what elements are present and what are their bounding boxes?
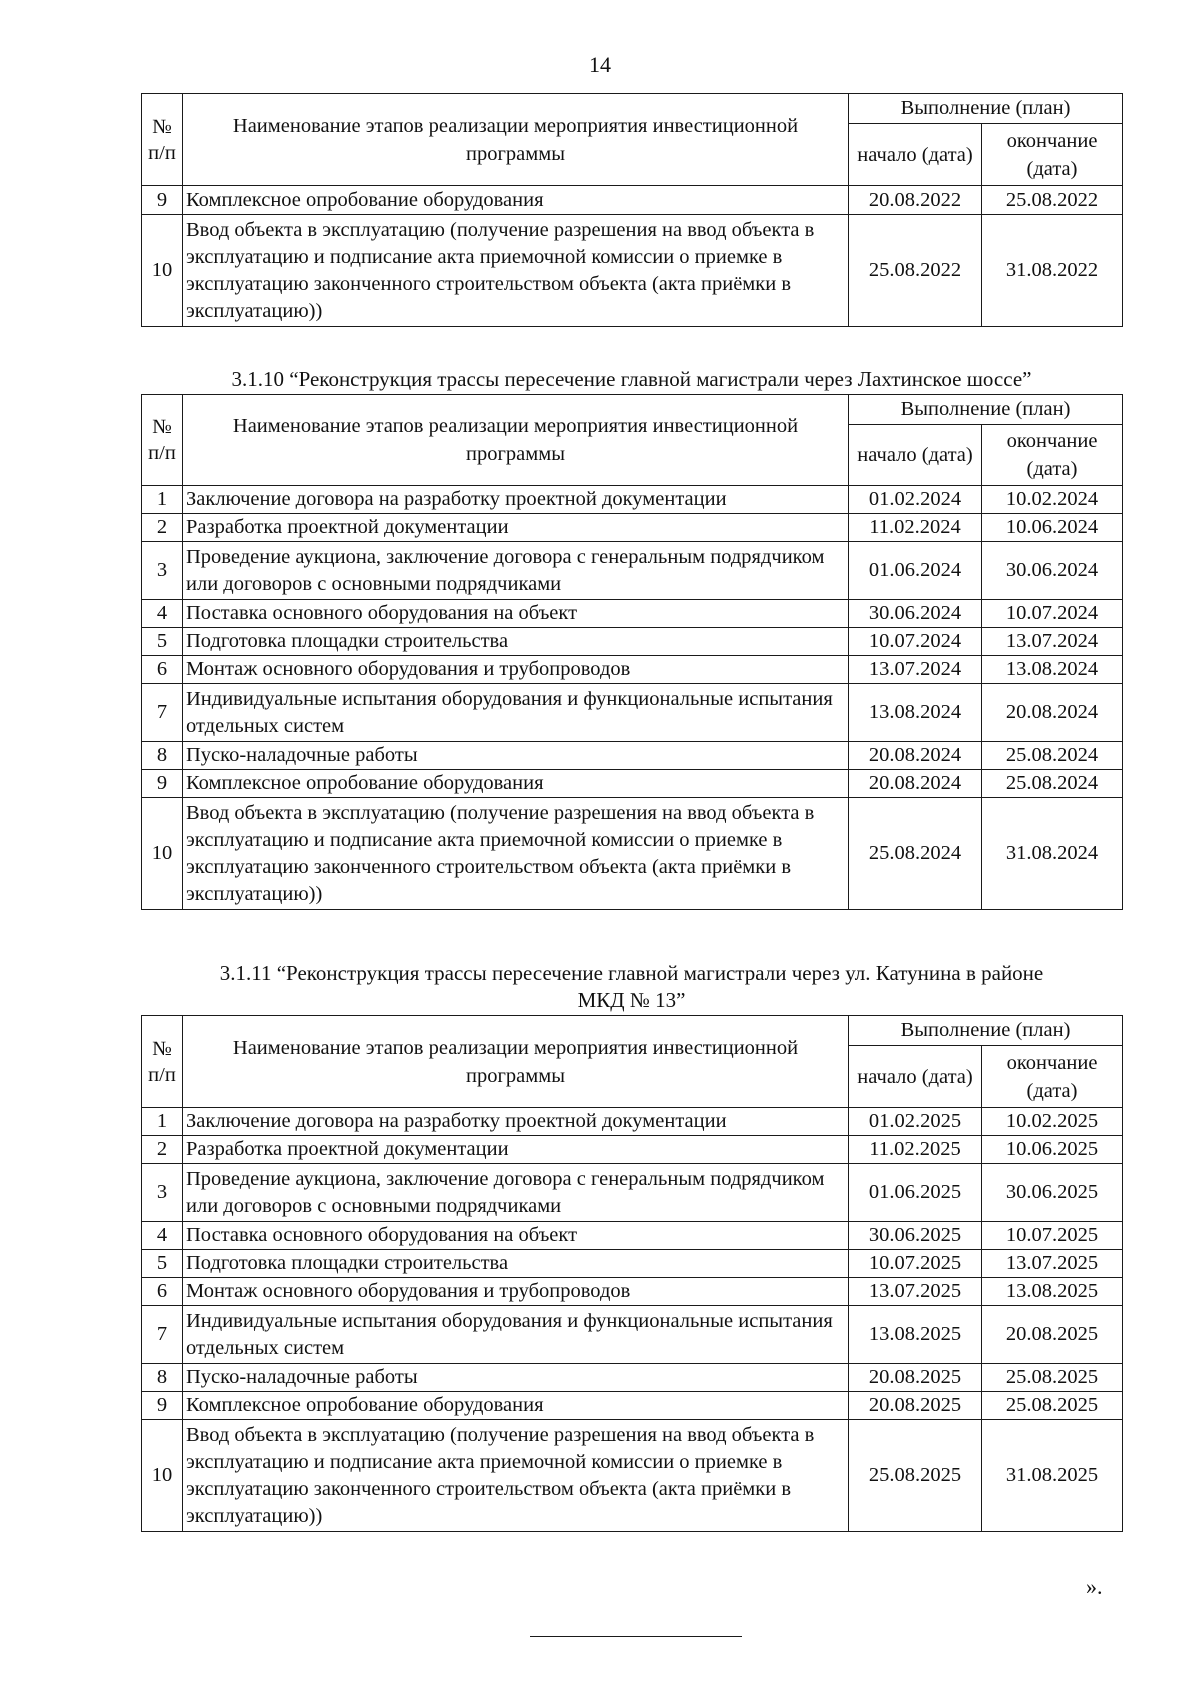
stage-name: Монтаж основного оборудования и трубопроводов bbox=[183, 1278, 849, 1306]
footer-separator-line bbox=[530, 1636, 742, 1637]
table-row bbox=[142, 1136, 1123, 1164]
table-row bbox=[142, 1250, 1123, 1278]
table-row bbox=[142, 628, 1123, 656]
header-end-date: окончание (дата) bbox=[982, 425, 1123, 486]
table-row bbox=[142, 656, 1123, 684]
table-row bbox=[142, 742, 1123, 770]
row-number: 8 bbox=[142, 742, 183, 770]
start-date: 13.07.2025 bbox=[849, 1278, 982, 1306]
end-date: 30.06.2025 bbox=[982, 1164, 1123, 1222]
header-execution-plan: Выполнение (план) bbox=[849, 94, 1123, 124]
start-date: 11.02.2025 bbox=[849, 1136, 982, 1164]
start-date: 10.07.2025 bbox=[849, 1250, 982, 1278]
start-date: 20.08.2024 bbox=[849, 770, 982, 798]
start-date: 01.02.2024 bbox=[849, 486, 982, 514]
table-row bbox=[142, 684, 1123, 742]
row-number: 2 bbox=[142, 514, 183, 542]
end-date: 20.08.2025 bbox=[982, 1306, 1123, 1364]
stage-name: Комплексное опробование оборудования bbox=[183, 186, 849, 215]
table-row bbox=[142, 770, 1123, 798]
stage-name: Комплексное опробование оборудования bbox=[183, 1392, 849, 1420]
start-date: 01.06.2024 bbox=[849, 542, 982, 600]
start-date: 30.06.2025 bbox=[849, 1222, 982, 1250]
section-title-3-1-11-line2: МКД № 13” bbox=[577, 988, 686, 1012]
row-number: 3 bbox=[142, 1164, 183, 1222]
stage-name: Заключение договора на разработку проектной документации bbox=[183, 1108, 849, 1136]
row-number: 5 bbox=[142, 1250, 183, 1278]
row-number: 3 bbox=[142, 542, 183, 600]
header-execution-plan: Выполнение (план) bbox=[849, 395, 1123, 425]
end-date: 25.08.2024 bbox=[982, 742, 1123, 770]
end-date: 13.08.2024 bbox=[982, 656, 1123, 684]
end-date: 31.08.2022 bbox=[982, 215, 1123, 327]
start-date: 20.08.2025 bbox=[849, 1364, 982, 1392]
stages-table-3-1-11 bbox=[141, 1015, 1123, 1532]
end-date: 13.07.2024 bbox=[982, 628, 1123, 656]
stage-name: Ввод объекта в эксплуатацию (получение разрешения на ввод объекта в эксплуатацию и подписание акта приемочной комиссии о приемке в эксплуатацию законченного строительством объекта (акта приёмки в эксплуатацию)) bbox=[183, 798, 849, 910]
row-number: 9 bbox=[142, 186, 183, 215]
stage-name: Поставка основного оборудования на объект bbox=[183, 600, 849, 628]
stage-name: Разработка проектной документации bbox=[183, 514, 849, 542]
start-date: 25.08.2022 bbox=[849, 215, 982, 327]
end-date: 31.08.2025 bbox=[982, 1420, 1123, 1532]
stages-table-continued bbox=[141, 93, 1123, 327]
stage-name: Заключение договора на разработку проектной документации bbox=[183, 486, 849, 514]
start-date: 10.07.2024 bbox=[849, 628, 982, 656]
table-row bbox=[142, 486, 1123, 514]
table-row bbox=[142, 215, 1123, 327]
section-title-3-1-11-line1: 3.1.11 “Реконструкция трассы пересечение главной магистрали через ул. Катунина в районе bbox=[219, 961, 1044, 985]
end-date: 10.07.2024 bbox=[982, 600, 1123, 628]
header-stage-name: Наименование этапов реализации мероприятия инвестиционной программы bbox=[183, 395, 849, 486]
stage-name: Пуско-наладочные работы bbox=[183, 742, 849, 770]
table-row bbox=[142, 600, 1123, 628]
stage-name: Индивидуальные испытания оборудования и функциональные испытания отдельных систем bbox=[183, 1306, 849, 1364]
end-date: 31.08.2024 bbox=[982, 798, 1123, 910]
page-number: 14 bbox=[589, 52, 611, 77]
end-date: 10.06.2025 bbox=[982, 1136, 1123, 1164]
row-number: 8 bbox=[142, 1364, 183, 1392]
row-number: 10 bbox=[142, 798, 183, 910]
header-execution-plan: Выполнение (план) bbox=[849, 1016, 1123, 1046]
row-number: 6 bbox=[142, 1278, 183, 1306]
row-number: 6 bbox=[142, 656, 183, 684]
header-num: № п/п bbox=[142, 395, 183, 486]
row-number: 1 bbox=[142, 486, 183, 514]
start-date: 20.08.2022 bbox=[849, 186, 982, 215]
row-number: 5 bbox=[142, 628, 183, 656]
table-row bbox=[142, 1164, 1123, 1222]
end-date: 25.08.2022 bbox=[982, 186, 1123, 215]
row-number: 7 bbox=[142, 684, 183, 742]
table-row bbox=[142, 1392, 1123, 1420]
stage-name: Комплексное опробование оборудования bbox=[183, 770, 849, 798]
stage-name: Проведение аукциона, заключение договора с генеральным подрядчиком или договоров с основными подрядчиками bbox=[183, 542, 849, 600]
start-date: 13.07.2024 bbox=[849, 656, 982, 684]
header-start-date: начало (дата) bbox=[849, 425, 982, 486]
end-date: 10.07.2025 bbox=[982, 1222, 1123, 1250]
start-date: 25.08.2024 bbox=[849, 798, 982, 910]
stage-name: Пуско-наладочные работы bbox=[183, 1364, 849, 1392]
row-number: 1 bbox=[142, 1108, 183, 1136]
table-row bbox=[142, 1364, 1123, 1392]
stage-name: Индивидуальные испытания оборудования и функциональные испытания отдельных систем bbox=[183, 684, 849, 742]
end-date: 25.08.2025 bbox=[982, 1364, 1123, 1392]
table-row bbox=[142, 1306, 1123, 1364]
header-end-date: окончание (дата) bbox=[982, 124, 1123, 186]
header-end-date: окончание (дата) bbox=[982, 1046, 1123, 1108]
stage-name: Ввод объекта в эксплуатацию (получение разрешения на ввод объекта в эксплуатацию и подписание акта приемочной комиссии о приемке в эксплуатацию законченного строительством объекта (акта приёмки в эксплуатацию)) bbox=[183, 215, 849, 327]
header-num: № п/п bbox=[142, 94, 183, 186]
start-date: 13.08.2024 bbox=[849, 684, 982, 742]
closing-quote-mark: ». bbox=[1086, 1574, 1103, 1599]
header-stage-name: Наименование этапов реализации мероприятия инвестиционной программы bbox=[183, 1016, 849, 1108]
end-date: 10.02.2025 bbox=[982, 1108, 1123, 1136]
header-start-date: начало (дата) bbox=[849, 1046, 982, 1108]
table-row bbox=[142, 186, 1123, 215]
section-title-3-1-10: 3.1.10 “Реконструкция трассы пересечение главной магистрали через Лахтинское шоссе” bbox=[231, 367, 1032, 391]
end-date: 20.08.2024 bbox=[982, 684, 1123, 742]
row-number: 9 bbox=[142, 770, 183, 798]
stage-name: Подготовка площадки строительства bbox=[183, 628, 849, 656]
row-number: 9 bbox=[142, 1392, 183, 1420]
stage-name: Подготовка площадки строительства bbox=[183, 1250, 849, 1278]
stage-name: Разработка проектной документации bbox=[183, 1136, 849, 1164]
start-date: 20.08.2025 bbox=[849, 1392, 982, 1420]
start-date: 01.02.2025 bbox=[849, 1108, 982, 1136]
stage-name: Поставка основного оборудования на объект bbox=[183, 1222, 849, 1250]
stage-name: Монтаж основного оборудования и трубопроводов bbox=[183, 656, 849, 684]
header-start-date: начало (дата) bbox=[849, 124, 982, 186]
table-row bbox=[142, 1278, 1123, 1306]
end-date: 25.08.2024 bbox=[982, 770, 1123, 798]
stage-name: Ввод объекта в эксплуатацию (получение разрешения на ввод объекта в эксплуатацию и подписание акта приемочной комиссии о приемке в эксплуатацию законченного строительством объекта (акта приёмки в эксплуатацию)) bbox=[183, 1420, 849, 1532]
row-number: 10 bbox=[142, 215, 183, 327]
end-date: 10.02.2024 bbox=[982, 486, 1123, 514]
end-date: 25.08.2025 bbox=[982, 1392, 1123, 1420]
start-date: 25.08.2025 bbox=[849, 1420, 982, 1532]
row-number: 2 bbox=[142, 1136, 183, 1164]
row-number: 7 bbox=[142, 1306, 183, 1364]
end-date: 13.07.2025 bbox=[982, 1250, 1123, 1278]
start-date: 13.08.2025 bbox=[849, 1306, 982, 1364]
table-row bbox=[142, 542, 1123, 600]
table-row bbox=[142, 1420, 1123, 1532]
stages-table-3-1-10 bbox=[141, 394, 1123, 910]
stage-name: Проведение аукциона, заключение договора с генеральным подрядчиком или договоров с основными подрядчиками bbox=[183, 1164, 849, 1222]
start-date: 11.02.2024 bbox=[849, 514, 982, 542]
start-date: 01.06.2025 bbox=[849, 1164, 982, 1222]
row-number: 4 bbox=[142, 600, 183, 628]
table-row bbox=[142, 1108, 1123, 1136]
header-num: № п/п bbox=[142, 1016, 183, 1108]
row-number: 10 bbox=[142, 1420, 183, 1532]
table-row bbox=[142, 798, 1123, 910]
table-row bbox=[142, 514, 1123, 542]
end-date: 10.06.2024 bbox=[982, 514, 1123, 542]
header-stage-name: Наименование этапов реализации мероприятия инвестиционной программы bbox=[183, 94, 849, 186]
end-date: 30.06.2024 bbox=[982, 542, 1123, 600]
end-date: 13.08.2025 bbox=[982, 1278, 1123, 1306]
row-number: 4 bbox=[142, 1222, 183, 1250]
start-date: 30.06.2024 bbox=[849, 600, 982, 628]
table-row bbox=[142, 1222, 1123, 1250]
start-date: 20.08.2024 bbox=[849, 742, 982, 770]
